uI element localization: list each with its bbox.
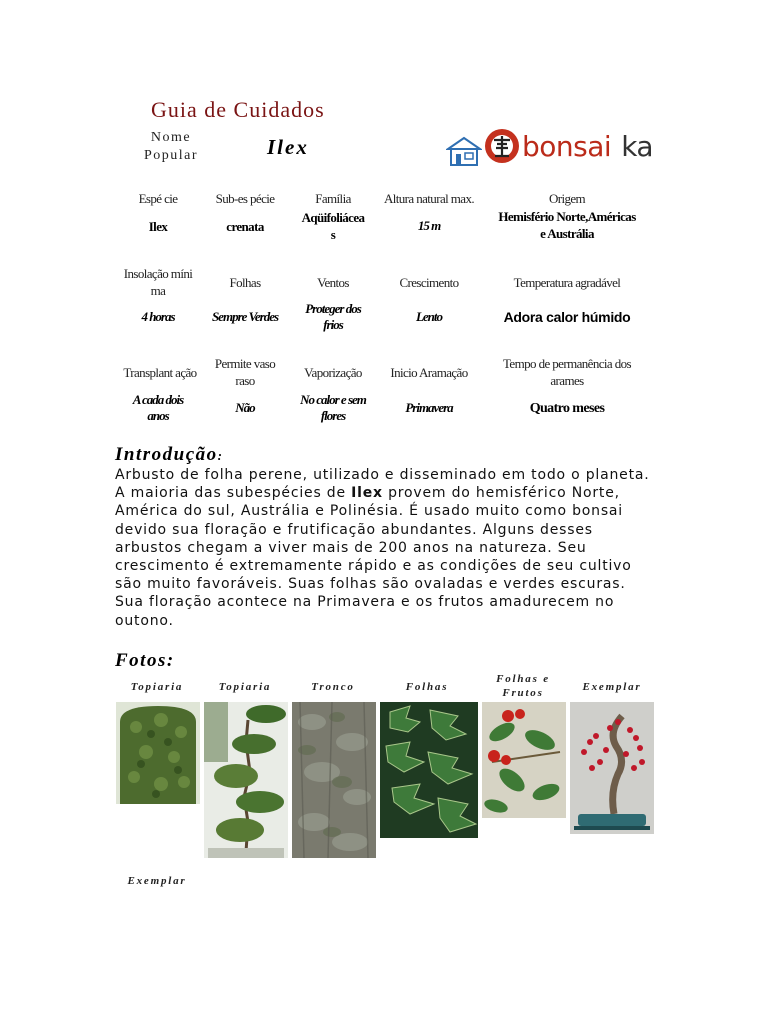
- value-transplantacao: A cada dois anos: [132, 392, 184, 423]
- label-familia: Família: [315, 190, 351, 206]
- label-permanencia: Tempo de permanência dos arames: [503, 356, 631, 388]
- value-folhas: Sempre Verdes: [211, 309, 279, 324]
- photo-folhas-holly: [380, 702, 478, 838]
- label-vaporizacao: Vaporização: [304, 364, 362, 380]
- label-folhas: Folhas: [229, 274, 261, 290]
- intro-paragraph: Arbusto de folha perene, utilizado e disseminado em todo o planeta. A maioria das subespécies de Ilex provem do hemisférico Norte, América do sul, Austrália e Polinésia. É usado muito como bonsai devido sua floração e frutificação abundantes. Alguns desses arbustos chegam a viver mais de 200 anos na natureza. Seu crescimento é extremamente rápido e as condições de seu cultivo são muito favoráveis. Suas folhas são ovaladas e verdes escuras. Sua floração acontece na Primavera e os frutos amadurecem no outono.: [115, 467, 650, 629]
- photo-topiaria-hedge: [116, 702, 200, 804]
- value-familia: Aqüifoliácea s: [301, 210, 365, 242]
- photo-topiaria-cloud: [204, 702, 288, 858]
- caption-topiaria-1: Topiaria: [130, 681, 184, 693]
- value-ventos: Proteger dos frios: [305, 301, 361, 332]
- value-temperatura: Adora calor húmido: [503, 309, 631, 325]
- caption-exemplar: Exemplar: [582, 681, 642, 693]
- logo-wordmark: bonsai ka: [522, 130, 654, 163]
- value-especie: Ilex: [148, 218, 168, 234]
- label-vaso: Permite vaso raso: [214, 356, 276, 388]
- page-title: Guia de Cuidados: [151, 97, 325, 122]
- caption-topiaria-2: Topiaria: [218, 681, 272, 693]
- value-permanencia: Quatro meses: [529, 400, 605, 416]
- value-crescimento: Lento: [415, 309, 443, 324]
- photos-heading: Fotos:: [115, 650, 175, 671]
- label-transplantacao: Transplant ação: [123, 364, 197, 380]
- label-crescimento: Crescimento: [399, 274, 459, 290]
- label-especie: Espé cie: [138, 190, 178, 206]
- label-altura: Altura natural max.: [383, 190, 475, 206]
- nome-popular-label: Nome Popular: [143, 130, 199, 163]
- value-origem: Hemisfério Norte,Américas e Austrália: [498, 209, 636, 241]
- caption-folhas: Folhas: [405, 681, 449, 693]
- value-subespecie: crenata: [226, 218, 264, 234]
- intro-heading: Introdução:: [115, 444, 224, 465]
- label-origem: Origem: [548, 190, 586, 206]
- label-insolacao: Insolação míni ma: [123, 266, 193, 298]
- value-vaporizacao: No calor e sem flores: [300, 392, 366, 423]
- value-aramacao: Primavera: [405, 400, 453, 415]
- photo-tronco-bark: [292, 702, 376, 858]
- label-temperatura: Temperatura agradável: [513, 274, 621, 290]
- nome-popular-value: Ilex: [267, 135, 309, 159]
- caption-folhas-frutos: Folhas e Frutos: [496, 673, 550, 699]
- photo-folhas-frutos: [482, 702, 566, 818]
- value-altura: 15 m: [417, 218, 441, 233]
- bonsai-emblem-icon: [484, 126, 520, 166]
- value-vaso: Não: [235, 400, 255, 415]
- label-subespecie: Sub-es pécie: [215, 190, 275, 206]
- bonsai-ka-logo: [446, 124, 658, 170]
- label-aramacao: Inicio Aramação: [390, 364, 468, 380]
- label-ventos: Ventos: [317, 274, 349, 290]
- caption-exemplar-2: Exemplar: [127, 875, 187, 887]
- value-insolacao: 4 horas: [141, 309, 175, 324]
- house-icon: [446, 136, 482, 168]
- photo-exemplar-bonsai: [570, 702, 654, 834]
- caption-tronco: Tronco: [311, 681, 355, 693]
